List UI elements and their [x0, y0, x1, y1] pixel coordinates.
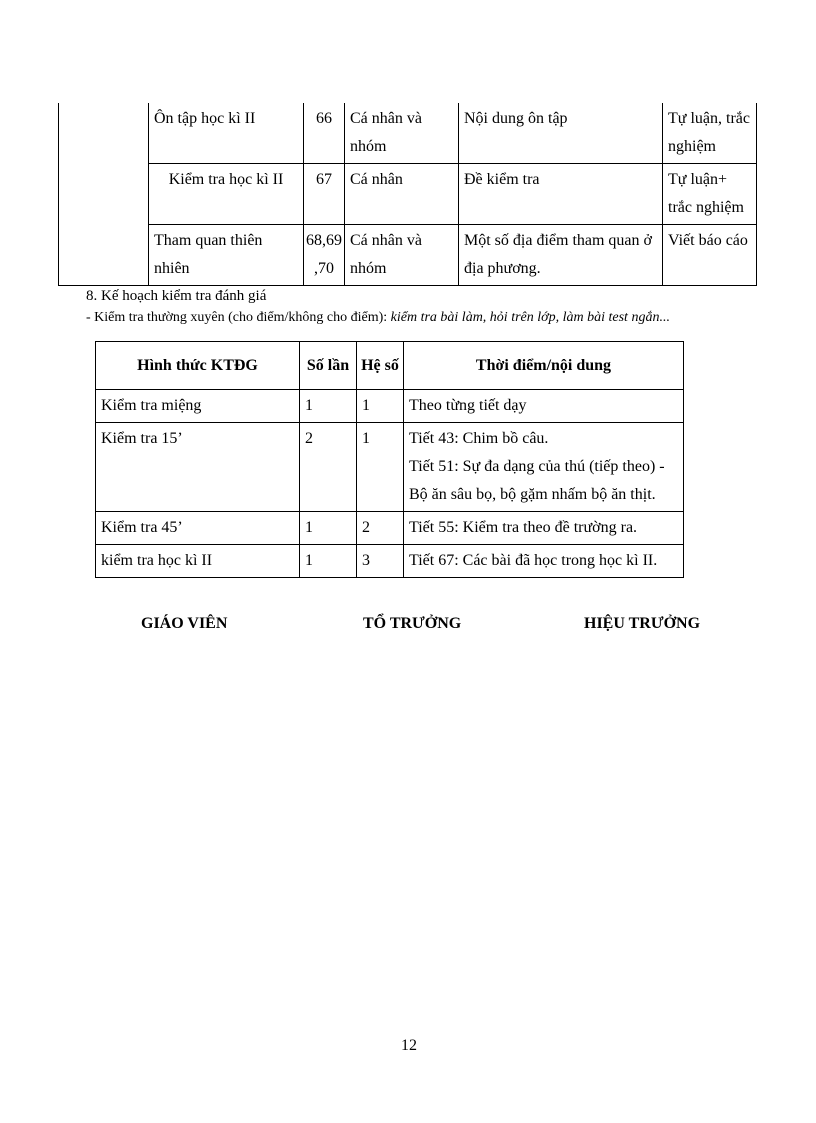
lesson-name: Kiểm tra học kì II: [149, 164, 304, 225]
eval-detail: [404, 545, 684, 578]
column-header: Hệ số: [357, 342, 404, 390]
page-number: 12: [401, 1037, 417, 1054]
signature-teacher: GIÁO VIÊN: [141, 615, 228, 632]
note-italic: kiểm tra bài làm, hỏi trên lớp, làm bài test ngắn...: [390, 310, 670, 325]
detail-line: Tiết 55: Kiểm tra theo đề trường ra.: [409, 519, 638, 536]
eval-type: Kiểm tra 15’: [96, 423, 300, 512]
eval-count: 1: [300, 545, 357, 578]
eval-detail: [404, 390, 684, 423]
eval-type: Kiểm tra 45’: [96, 512, 300, 545]
table-row: [96, 423, 684, 512]
signature-principal: HIỆU TRƯỞNG: [584, 615, 701, 632]
eval-coef: 3: [357, 545, 404, 578]
eval-type: kiểm tra học kì II: [96, 545, 300, 578]
note-prefix: - Kiểm tra thường xuyên (cho điểm/không cho điểm):: [86, 310, 391, 325]
detail-line: Tiết 67: Các bài đã học trong học kì II.: [409, 552, 658, 569]
detail-line: Tiết 43: Chim bồ câu.: [409, 430, 549, 447]
table-row: [59, 103, 757, 164]
lesson-period: 66: [304, 103, 345, 164]
header-row: [96, 342, 684, 390]
eval-count: 2: [300, 423, 357, 512]
detail-line: Theo từng tiết dạy: [409, 397, 527, 414]
table-row: [59, 164, 757, 225]
eval-count: 1: [300, 390, 357, 423]
lesson-content: Đề kiểm tra: [459, 164, 663, 225]
section-note: [86, 310, 670, 326]
eval-coef: 2: [357, 512, 404, 545]
lesson-period: 67: [304, 164, 345, 225]
lesson-content: Một số địa điểm tham quan ở địa phương.: [459, 225, 663, 286]
lesson-plan-table: [58, 103, 757, 286]
lesson-period: 68,69 ,70: [304, 225, 345, 286]
eval-detail: [404, 423, 684, 512]
eval-coef: 1: [357, 390, 404, 423]
eval-detail: [404, 512, 684, 545]
lesson-content: Nội dung ôn tập: [459, 103, 663, 164]
evaluation-table: [95, 341, 684, 578]
lesson-method: Tự luận, trắc nghiệm: [663, 103, 757, 164]
lesson-form: Cá nhân và nhóm: [345, 103, 459, 164]
signature-head: TỔ TRƯỞNG: [363, 615, 462, 632]
lesson-method: Tự luận+ trắc nghiệm: [663, 164, 757, 225]
lesson-form: Cá nhân và nhóm: [345, 225, 459, 286]
lesson-method: Viết báo cáo: [663, 225, 757, 286]
column-header: Thời điểm/nội dung: [404, 342, 684, 390]
eval-coef: 1: [357, 423, 404, 512]
table-row: [96, 512, 684, 545]
column-header: Hình thức KTĐG: [96, 342, 300, 390]
lesson-name: Ôn tập học kì II: [149, 103, 304, 164]
table-row: [96, 390, 684, 423]
detail-line: Tiết 51: Sự đa dạng của thú (tiếp theo) - Bộ ăn sâu bọ, bộ gặm nhấm bộ ăn thịt.: [409, 458, 665, 503]
section-title: 8. Kế hoạch kiểm tra đánh giá: [86, 288, 267, 304]
blank-cell: [59, 103, 149, 286]
eval-type: Kiểm tra miệng: [96, 390, 300, 423]
lesson-name: Tham quan thiên nhiên: [149, 225, 304, 286]
lesson-form: Cá nhân: [345, 164, 459, 225]
eval-count: 1: [300, 512, 357, 545]
table-row: [96, 545, 684, 578]
table-row: [59, 225, 757, 286]
column-header: Số lần: [300, 342, 357, 390]
